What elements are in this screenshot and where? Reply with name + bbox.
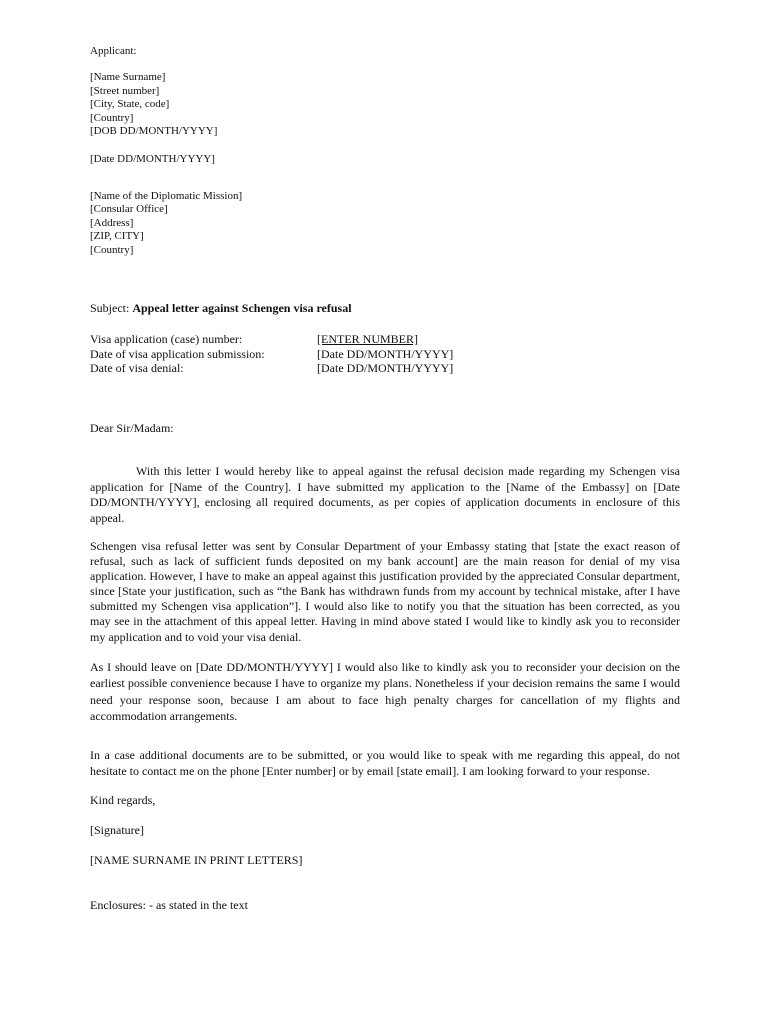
field-label: Date of visa denial: (90, 361, 184, 375)
recipient-country: [Country] (90, 243, 134, 256)
recipient-address: [Address] (90, 216, 134, 229)
recipient-block (90, 190, 242, 257)
field-value: [ENTER NUMBER] (317, 332, 418, 346)
field-row (90, 347, 453, 362)
applicant-block (90, 45, 217, 138)
body-paragraph-1: With this letter I would hereby like to appeal against the refusal decision made regarding my Schengen visa application for [Name of the Country]. I have submitted my application to the [Name of the Embassy] on [Date DD/MONTH/YYYY], enclosing all required documents, as per copies of application documents in enclosure of this appeal. (90, 464, 680, 525)
enclosures: Enclosures: - as stated in the text (90, 898, 248, 912)
case-fields (90, 332, 453, 376)
applicant-dob: [DOB DD/MONTH/YYYY] (90, 125, 218, 138)
field-label: Visa application (case) number: (90, 332, 243, 346)
field-label: Date of visa application submission: (90, 346, 265, 361)
closing: Kind regards, (90, 793, 156, 807)
body-paragraph-4: In a case additional documents are to be submitted, or you would like to speak with me regarding this appeal, do not hesitate to contact me on the phone [Enter number] or by email [state email]. I am looking forward to your response. (90, 748, 680, 778)
applicant-name: [Name Surname] (90, 71, 166, 84)
signature-placeholder: [Signature] (90, 823, 144, 837)
applicant-city: [City, State, code] (90, 98, 170, 111)
print-name: [NAME SURNAME IN PRINT LETTERS] (90, 853, 303, 867)
applicant-country: [Country] (90, 111, 134, 124)
salutation: Dear Sir/Madam: (90, 421, 174, 435)
subject-line (90, 301, 352, 316)
recipient-zip-city: [ZIP, CITY] (90, 230, 144, 243)
applicant-street: [Street number] (90, 84, 160, 97)
recipient-mission: [Name of the Diplomatic Mission] (90, 190, 243, 202)
field-value: [Date DD/MONTH/YYYY] (317, 361, 454, 375)
subject-label: Subject: (90, 301, 133, 315)
field-value: [Date DD/MONTH/YYYY] (317, 346, 454, 361)
field-row (90, 332, 453, 347)
field-row (90, 361, 453, 376)
subject-text: Appeal letter against Schengen visa refusal (132, 301, 352, 315)
body-paragraph-3: As I should leave on [Date DD/MONTH/YYYY] I would also like to kindly ask you to reconsider your decision on the earliest possible convenience because I have to organize my plans. Nonetheless if your decision remains the same I would need your response soon, because I am about to face high penalty charges for cancellation of my flights and accommodation arrangements. (90, 660, 680, 723)
recipient-office: [Consular Office] (90, 203, 168, 216)
body-paragraph-2: Schengen visa refusal letter was sent by Consular Department of your Embassy stating that [state the exact reason of refusal, such as lack of sufficient funds deposited on my bank account] are the main reason for denial of my visa application. However, I have to make an appeal against this justification provided by the appreciated Consular department, since [State your justification, such as “the Bank has withdrawn funds from my account by technical mistake, after I have submitted my Schengen visa application”]. I would also like to notify you that the situation has been corrected, as you may see in the attachment of this appeal letter. Having in mind above stated I would like to kindly ask you to reconsider my application and to void your visa denial. (90, 539, 680, 644)
applicant-heading: Applicant: (90, 45, 137, 57)
letter-date: [Date DD/MONTH/YYYY] (90, 153, 215, 165)
